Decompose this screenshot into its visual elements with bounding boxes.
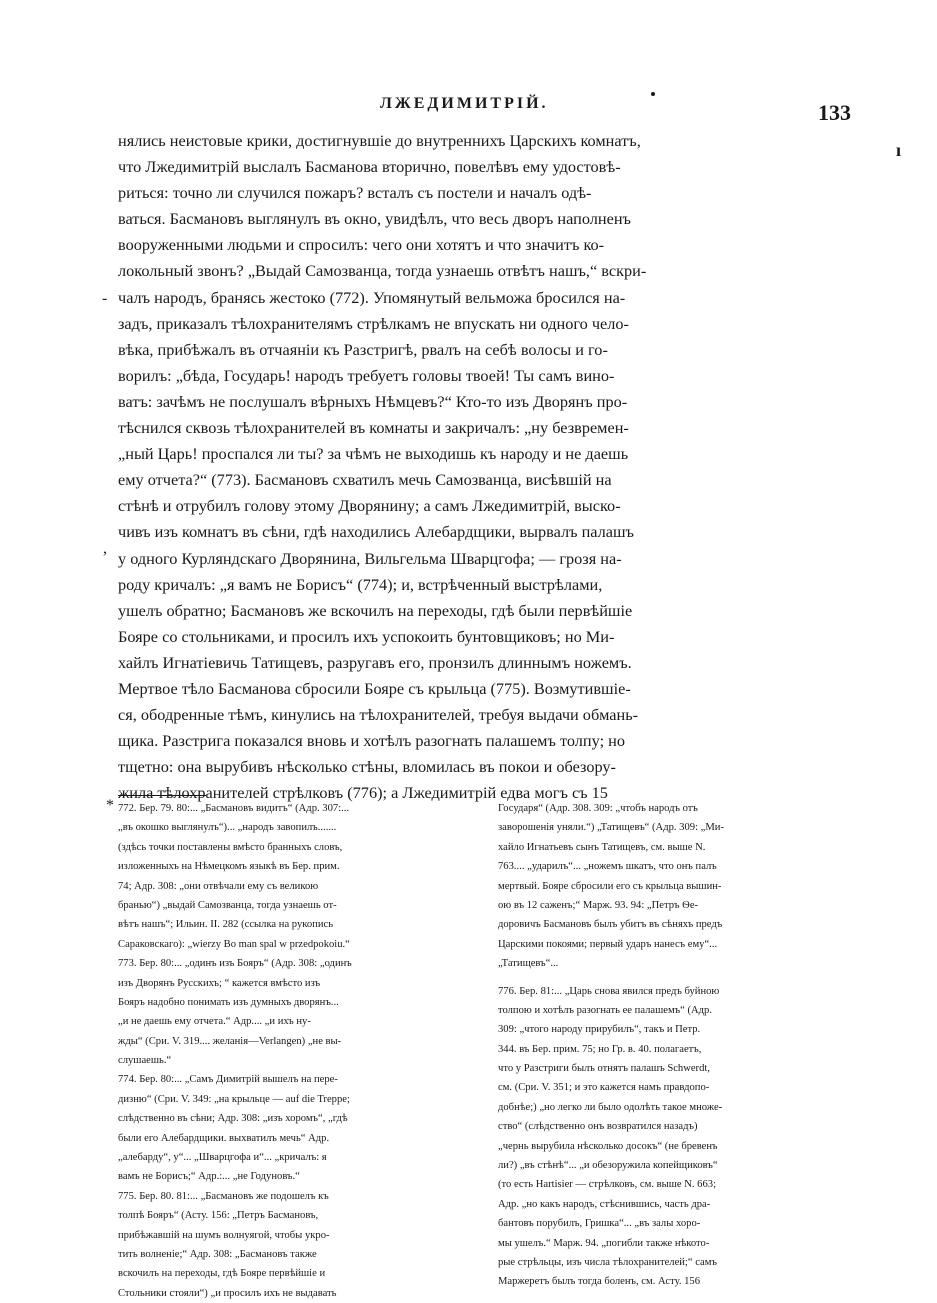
footnote-line: 74; Адр. 308: „они отвѣчали ему съ великою <box>118 880 319 892</box>
footnote-line: 775. Бер. 80. 81:... „Басмановъ же подошелъ къ <box>118 1190 329 1202</box>
text-line: хайлъ Игнатіевичь Татищевъ, разругавъ его, пронзилъ длиннымъ ножемъ. <box>118 652 632 672</box>
footnote-line: Царскими покоями; первый ударъ нанесъ ему“... <box>498 938 718 950</box>
footnote-line: хайло Игнатьевъ сынъ Татищевъ, см. выше N. <box>498 841 706 853</box>
footnote <box>118 799 481 954</box>
page-number: 133 <box>818 100 851 125</box>
footnote-line: (то есть Hartisier — стрѣлковъ, см. выше N. 663; <box>498 1179 717 1191</box>
footnote-line: (здѣсь точки поставлены вмѣсто бранныхъ словъ, <box>118 841 343 853</box>
footnote-line: ли?) „въ стѣнѣ“... „и обезоружила копейщиковъ“ <box>498 1160 718 1172</box>
footnote-line: 776. Бер. 81:... „Царь снова явился предъ буйною <box>498 985 720 997</box>
footnote-line: Адр. „но какъ народъ, стѣснившись, часть дра- <box>498 1198 711 1210</box>
text-line: ваться. Басмановъ выглянулъ въ окно, увидѣлъ, что весь дворъ наполненъ <box>118 209 631 229</box>
text-line: роду кричалъ: „я вамъ не Борисъ“ (774); и, встрѣченный выстрѣлами, <box>118 574 603 594</box>
footnotes-right-column <box>498 799 861 1292</box>
footnote-line: „чернь вырубила нѣсколько досокъ“ (не бревенъ <box>498 1140 718 1152</box>
footnote-line: мертвый. Бояре сбросили его съ крыльца вышин- <box>498 880 722 892</box>
footnote-line: изъ Дворянъ Русскихъ; “ кажется вмѣсто изъ <box>118 977 321 989</box>
footnote <box>118 954 481 1070</box>
footnote-rule <box>118 795 206 796</box>
footnote-line: 309: „чтого народу прирубилъ“, такъ и Петр. <box>498 1024 701 1036</box>
text-line: вооруженными людьми и спросилъ: чего они хотятъ и что значитъ ко- <box>118 235 605 255</box>
text-line: задъ, приказалъ тѣлохранителямъ стрѣлкамъ не впускать ни одного чело- <box>118 313 629 333</box>
text-line: чивъ изъ комнатъ въ сѣни, гдѣ находились Алебардщики, вырвалъ палашъ <box>118 522 634 542</box>
footnote-line: вѣтъ нашъ“; Ильин. II. 282 (ссылка на рукопись <box>118 919 334 931</box>
footnote-line: дизню“ (Сри. V. 349: „на крыльце — auf die Treppe; <box>118 1093 350 1105</box>
footnote-line: ою въ 12 саженъ;“ Марж. 93. 94: „Петръ Ѳе- <box>498 899 699 911</box>
ink-dot <box>651 92 655 96</box>
text-line: стѣнѣ и отрубилъ голову этому Дворянину; а самъ Лжедимитрій, выско- <box>118 496 621 516</box>
text-line: у одного Курляндскаго Дворянина, Вильгельма Шварцгофа; — грозя на- <box>118 548 622 568</box>
text-line: жила тѣлохранителей стрѣлковъ (776); а Лжедимитрій едва могъ съ 15 <box>118 783 608 803</box>
footnote <box>118 1070 481 1186</box>
text-line: локольный звонъ? „Выдай Самозванца, тогда узнаешь отвѣтъ нашъ,“ вскри- <box>118 261 647 281</box>
footnote-line: прибѣжавшій на шумъ волнуягой, чтобы укро- <box>118 1229 330 1241</box>
footnote-line: бранью“) „выдай Самозванца, тогда узнаешь от- <box>118 899 337 911</box>
footnote-line: были его Алебардщики. выхватилъ мечь“ Адр. <box>118 1132 330 1144</box>
footnote-line: мы ушелъ.“ Марж. 94. „погибли также нѣкото- <box>498 1237 710 1249</box>
text-line: ворилъ: „бѣда, Государь! народъ требуетъ головы твоей! Ты самъ вино- <box>118 365 615 385</box>
footnote-line: слѣдственно въ сѣни; Адр. 308: „изъ хоромъ“, „гдѣ <box>118 1113 348 1125</box>
main-text <box>118 128 862 806</box>
footnote-line: 344. въ Бер. прим. 75; но Гр. в. 40. полагаетъ, <box>498 1043 702 1055</box>
footnote-line: Стольники стояли“) „и просилъ ихъ не выдавать <box>118 1287 337 1299</box>
footnote-line: вамъ не Борисъ;“ Адр.:... „не Годуновъ.“ <box>118 1171 300 1183</box>
footnote-line: „и не даешь ему отчета.“ Адр.... „и ихъ ну- <box>118 1016 311 1028</box>
footnote-line: 774. Бер. 80:... „Самъ Димитрій вышелъ на пере- <box>118 1074 338 1086</box>
footnote-line: тить волненіе;“ Адр. 308: „Басмановъ также <box>118 1248 317 1260</box>
footnote <box>118 1187 481 1303</box>
text-line: ся, ободренные тѣмъ, кинулись на тѣлохранителей, требуя выдачи обмань- <box>118 705 639 725</box>
edge-mark: ı <box>896 140 902 160</box>
text-line: нялись неистовые крики, достигнувшіе до внутреннихъ Царскихъ комнатъ, <box>118 131 641 150</box>
text-line: риться: точно ли случился пожаръ? всталъ съ постели и началъ одѣ- <box>118 183 592 203</box>
footnote-line: „алебарду“, у“... „Шварцгофа и“... „кричалъ: я <box>118 1152 327 1164</box>
footnote-line: 773. Бер. 80:... „одинъ изъ Бояръ“ (Адр. 308: „одинъ <box>118 958 352 970</box>
text-line: ватъ: зачѣмъ не послушалъ вѣрныхъ Нѣмцевъ?“ Кто-то изъ Дворянъ про- <box>118 391 628 411</box>
footnote-gap <box>498 974 861 982</box>
text-line: Мертвое тѣло Басманова сбросили Бояре съ крыльца (775). Возмутившіе- <box>118 678 631 698</box>
footnote-line: вскочилъ на переходы, гдѣ Бояре первѣйшіе и <box>118 1268 326 1280</box>
margin-mark: - <box>102 290 108 307</box>
text-line: ушелъ обратно; Басмановъ же вскочилъ на переходы, гдѣ были первѣйшіе <box>118 600 633 620</box>
margin-mark: * <box>106 797 114 814</box>
footnote-line: слушаешь.“ <box>118 1055 172 1067</box>
footnote-line: „Татищевъ“... <box>498 958 559 970</box>
margin-mark: , <box>103 540 107 557</box>
running-title: ЛЖЕДИМИТРІЙ. <box>380 95 549 112</box>
footnote-line: Сараковскаго): „wierzy Bo man spal w przedpokoiu.“ <box>118 938 350 950</box>
footnote-line: толпою и хотѣлъ разогнать ее палашемъ“ (Адр. <box>498 1004 713 1016</box>
footnote-line: см. (Сри. V. 351; и это кажется намъ правдопо- <box>498 1082 710 1094</box>
footnote-line: 772. Бер. 79. 80:... „Басмановъ видитъ“ (Адр. 307:... <box>118 803 350 814</box>
text-line: вѣка, прибѣжалъ въ отчаяніи къ Разстригѣ, рвалъ на себѣ волосы и го- <box>118 339 608 359</box>
footnote-line: заворошенія уняли.“) „Татищевъ“ (Адр. 309: „Ми- <box>498 822 724 834</box>
text-line: Бояре со стольниками, и просилъ ихъ успокоить бунтовщиковъ; но Ми- <box>118 626 615 646</box>
footnote-line: доровичъ Басмановъ былъ убитъ въ сѣняхъ предъ <box>498 919 723 931</box>
footnote-line: 763.... „ударилъ“... „ножемъ шкатъ, что онъ палъ <box>498 861 717 873</box>
text-line: щика. Разстрига показался вновь и хотѣлъ разогнать палашемъ толпу; но <box>118 731 626 751</box>
text-line: тщетно: она вырубивъ нѣсколько стѣны, вломилась въ покои и обезору- <box>118 757 616 777</box>
footnote-line: Государя“ (Адр. 308. 309: „чтобъ народъ отъ <box>498 803 698 814</box>
footnote-line: бантовъ порубилъ, Гришка“... „въ залы хоро- <box>498 1218 701 1230</box>
footnotes-left-column <box>118 799 481 1303</box>
footnote-line: толпѣ Бояръ“ (Асту. 156: „Петръ Басмановъ, <box>118 1210 319 1222</box>
footnote-line: жды“ (Сри. V. 319.... желанія—Verlangen) „не вы- <box>118 1035 342 1047</box>
footnote <box>498 982 861 1292</box>
text-line: чалъ народъ, бранясь жестоко (772). Упомянутый вельможа бросился на- <box>118 287 626 307</box>
footnote-line: ство“ (слѣдственно онъ возвратился назадъ) <box>498 1121 698 1133</box>
footnote-line: рые стрѣльцы, изъ числа тѣлохранителей;“ самъ <box>498 1256 717 1268</box>
text-line: „ный Царь! проспался ли ты? за чѣмъ не выходишь къ народу и не даешь <box>118 444 629 464</box>
footnote-line: изложенныхъ на Нѣмецкомъ языкѣ въ Бер. прим. <box>118 861 340 873</box>
footnote-line: „въ окошко выглянулъ“)... „народъ завопилъ....... <box>118 822 337 834</box>
footnote-line: добнѣе;) „но легко ли было одолѣть такое множе- <box>498 1101 723 1113</box>
text-line: ему отчета?“ (773). Басмановъ схватилъ мечь Самозванца, висѣвшій на <box>118 470 612 490</box>
text-line: что Лжедимитрій выслалъ Басманова вторично, повелѣвъ ему удостовѣ- <box>118 157 621 177</box>
text-line: тѣснился сквозь тѣлохранителей въ комнаты и закричалъ: „ну безвремен- <box>118 418 629 438</box>
footnote <box>498 799 861 974</box>
footnote-line: что у Разстриги былъ отнятъ палашъ Schwerdt, <box>498 1063 710 1075</box>
footnote-line: Бояръ надобно понимать изъ думныхъ дворянъ... <box>118 996 339 1008</box>
footnote-line: Маржеретъ былъ тогда боленъ, см. Асту. 156 <box>498 1276 701 1288</box>
